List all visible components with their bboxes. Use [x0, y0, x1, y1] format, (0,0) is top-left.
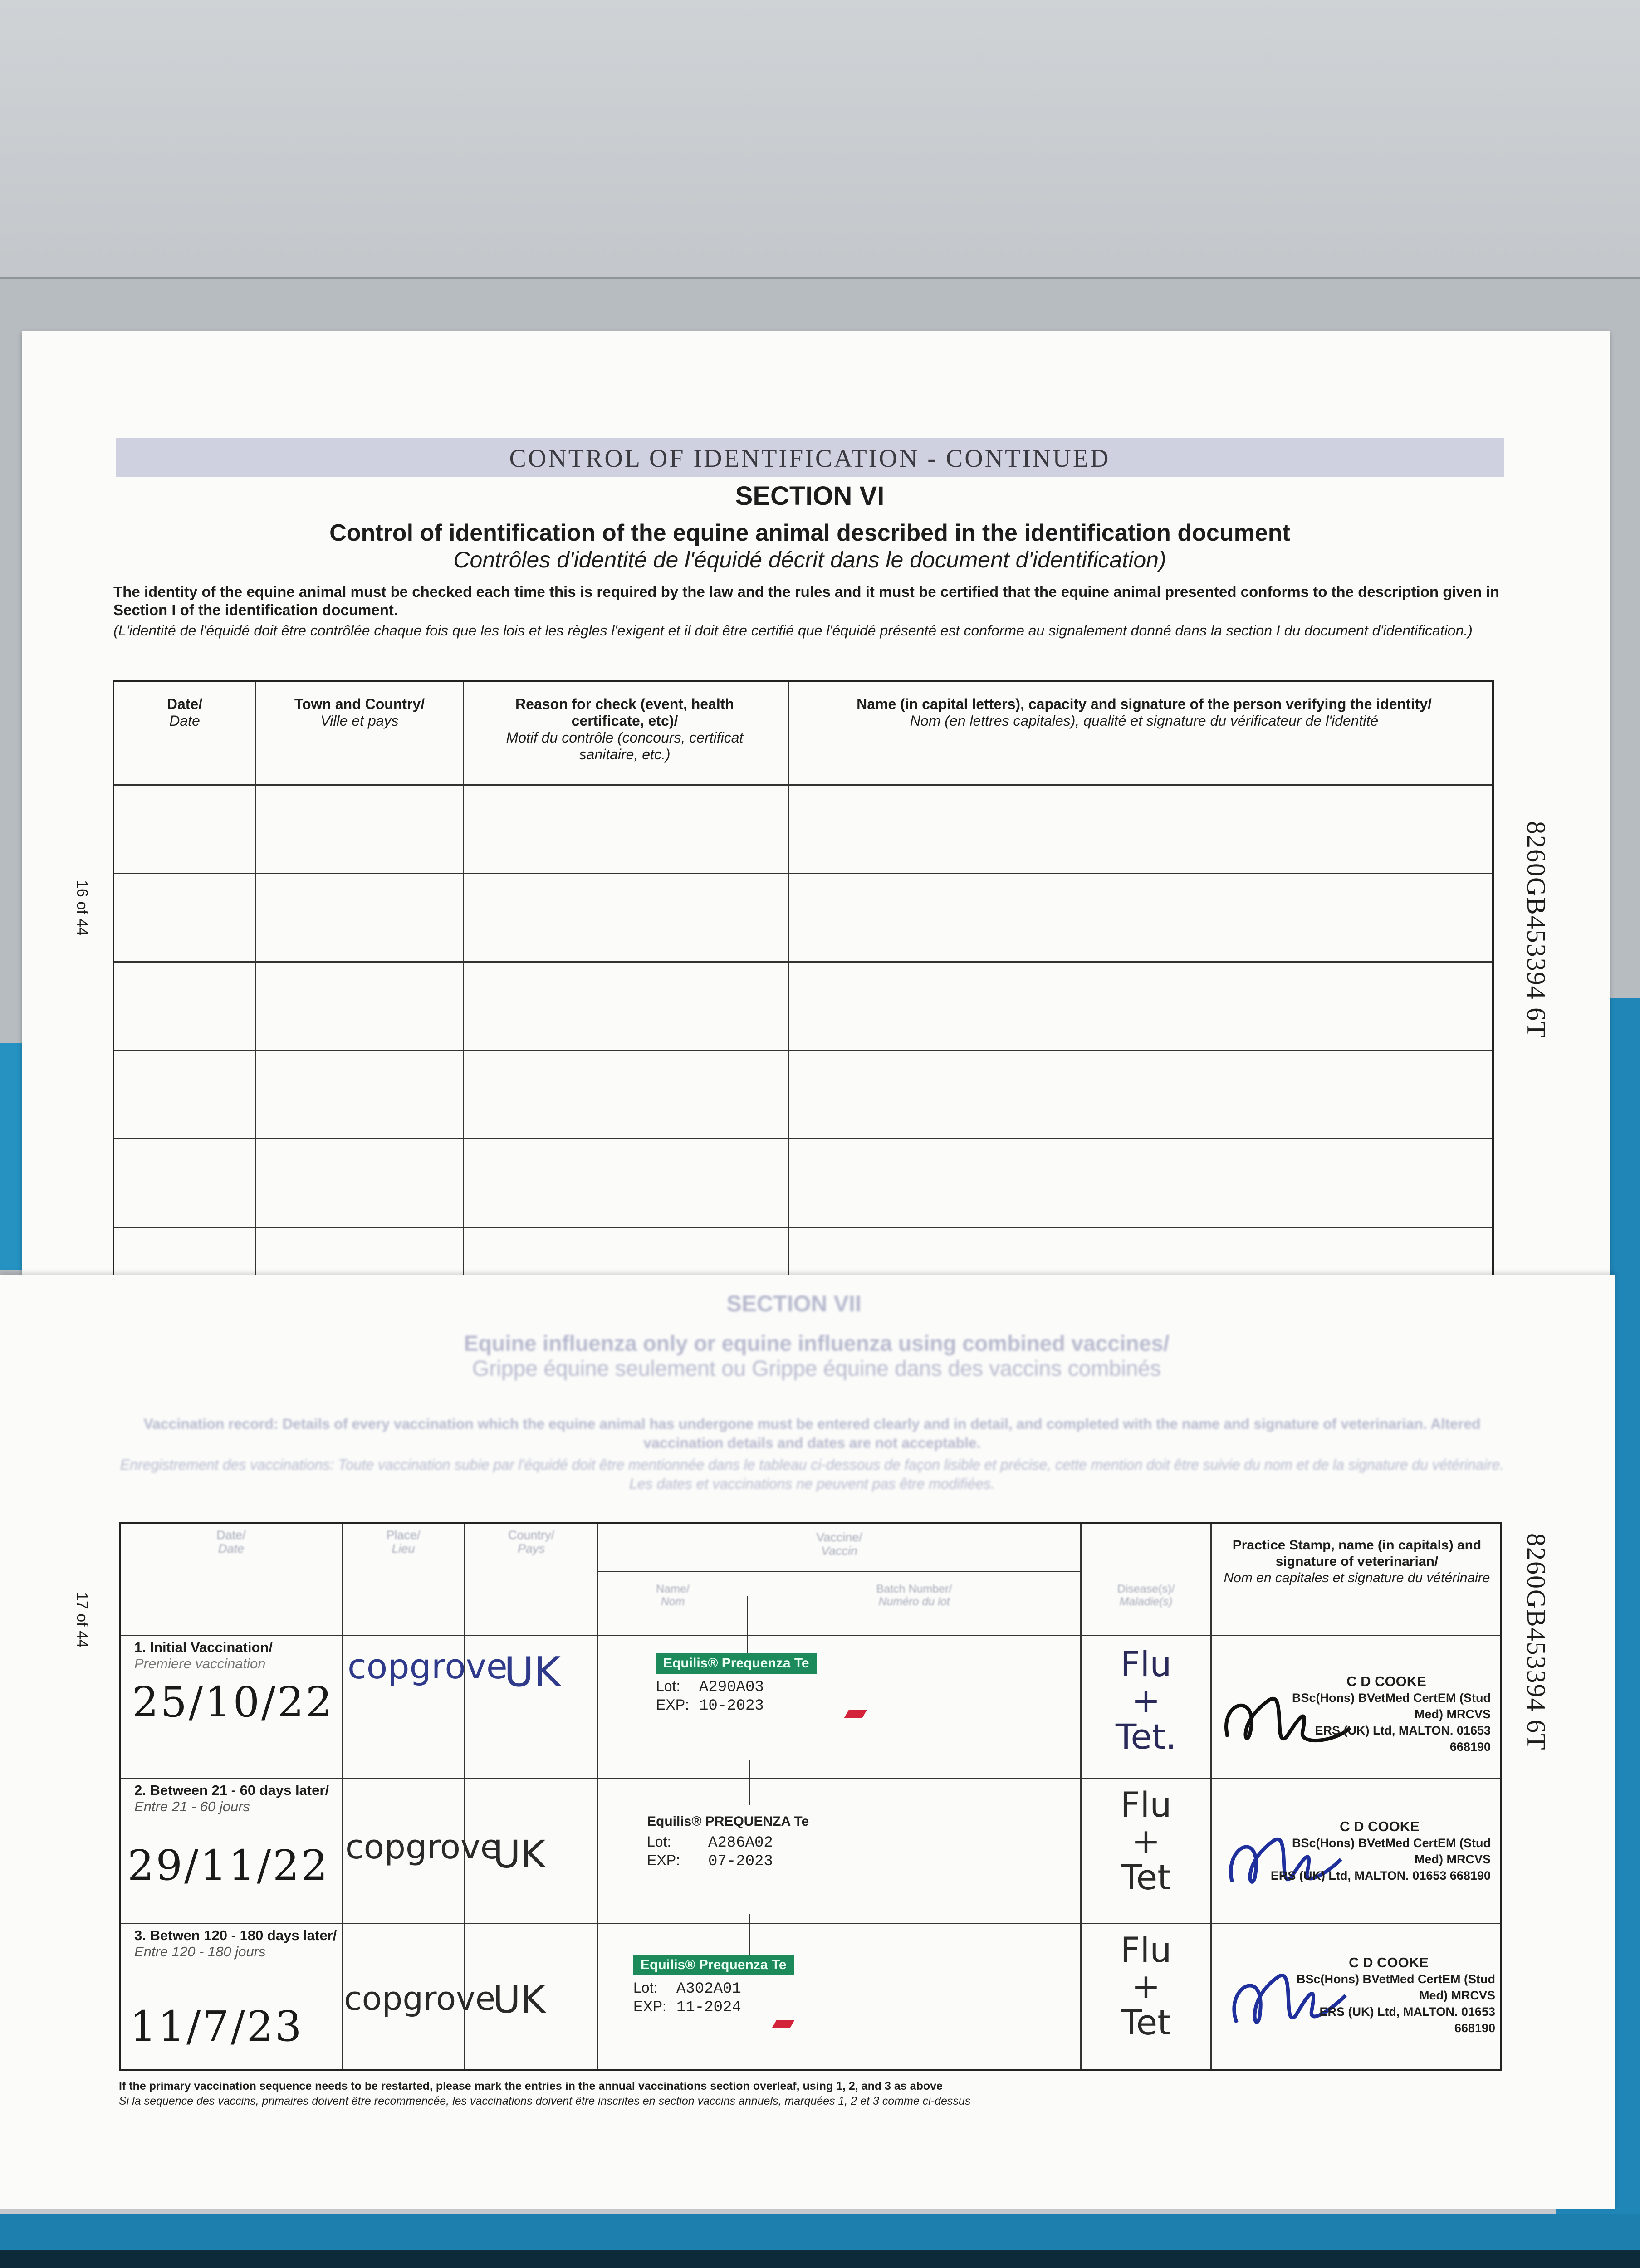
passport-id: 8260GB453394 6T: [1522, 821, 1551, 1039]
col-vaccine-header: Vaccine/ Vaccin: [816, 1530, 862, 1558]
row-3-vet-stamp: C D COOKE BSc(Hons) BVetMed CertEM (Stud Med) MRCVS ERS (UK) Ltd, MALTON. 01653 668190: [1296, 1955, 1495, 2035]
row-1-vaccine-sticker: Equilis® Prequenza Te Lot: A290A03 EXP: 10-2023: [656, 1653, 817, 1715]
row-2-label: 2. Between 21 - 60 days later/ Entre 21 - 60 jours: [134, 1782, 329, 1814]
row-3-vaccine-sticker: Equilis® Prequenza Te Lot: A302A01 EXP: 11-2024: [633, 1955, 794, 2016]
row-1-label: 1. Initial Vaccination/ Premiere vaccination: [134, 1639, 273, 1672]
row-3-place: copgrove: [344, 1980, 496, 2018]
scanner-edge: [0, 2250, 1640, 2268]
col-batch-header: Batch Number/ Numéro du lot: [876, 1583, 952, 1608]
section-title-fr: Contrôles d'identité de l'équidé décrit dans le document d'identification): [453, 547, 1166, 572]
col-stamp-header: Practice Stamp, name (in capitals) and signature of veterinarian/ Nom en capitales et signature du vétérinaire: [1224, 1538, 1490, 1585]
row-2-place: copgrove: [345, 1828, 501, 1867]
row-1-disease: Flu + Tet.: [1115, 1644, 1177, 1757]
section-title-fr: Grippe équine seulement ou Grippe équine dans des vaccins combinés: [472, 1357, 1161, 1381]
row-1-country: UK: [504, 1648, 561, 1696]
page-number: 16 of 44: [73, 880, 91, 936]
identity-check-table: [113, 680, 1494, 1288]
row-2-vet-stamp: C D COOKE BSc(Hons) BVetMed CertEM (Stud Med) MRCVS ERS (UK) Ltd, MALTON. 01653 668190: [1270, 1818, 1491, 1882]
band-heading: CONTROL OF IDENTIFICATION - CONTINUED: [509, 445, 1111, 473]
section-title-en: Control of identification of the equine animal described in the identification document: [329, 520, 1290, 546]
row-1-date: 25/10/22: [132, 1678, 334, 1726]
section-title: SECTION VII: [726, 1291, 862, 1316]
row-2-disease: Flu + Tet: [1120, 1784, 1172, 1897]
col-place-header: Place/ Lieu: [386, 1528, 421, 1555]
col-name-header: Name (in capital letters), capacity and signature of the person verifying the identity/ Nom (en lettres capitales), qualité et signature du vérificateur de l'identité: [857, 696, 1432, 729]
footnote-fr: Si la sequence des vaccins, primaires doivent être recommencée, les vaccinations doivent être inscrites en section vaccins annuels, marquées 1, 2 et 3 comme ci-dessus: [119, 2095, 971, 2107]
background: [0, 0, 1640, 290]
passport-id: 8260GB453394 6T: [1522, 1533, 1551, 1751]
intro-fr: Enregistrement des vaccinations: Toute vaccination subie par l'équidé doit être mentionnée dans le tableau ci-dessous de façon lisible et précise, cette mention doit être suivie du nom et de la signature du vétérinaire. Les dates et vaccinations ne peuvent pas être modifiées.: [120, 1457, 1504, 1492]
intro-en: Vaccination record: Details of every vaccination which the equine animal has undergone must be entered clearly and in detail, and completed with the name and signature of veterinarian. Altered vaccination details and dates are not acceptable.: [143, 1416, 1481, 1451]
intro-en: The identity of the equine animal must be checked each time this is required by the law and the rules and it must be certified that the equine animal presented conforms to the description given in Section I of the identification document.: [113, 583, 1499, 618]
row-2-country: UK: [493, 1832, 546, 1877]
row-2-date: 29/11/22: [127, 1841, 330, 1890]
row-1-place: copgrove: [348, 1646, 508, 1686]
row-3-label: 3. Betwen 120 - 180 days later/ Entre 120 - 180 jours: [134, 1927, 337, 1960]
page-number: 17 of 44: [73, 1592, 91, 1648]
col-country-header: Country/ Pays: [508, 1528, 555, 1555]
col-disease-header: Disease(s)/ Maladie(s): [1117, 1583, 1175, 1608]
col-date-header: Date/ Date: [166, 696, 203, 729]
intro-fr: (L'identité de l'équidé doit être contrôlée chaque fois que les lois et les règles l'exigent et il doit être certifié que l'équidé présenté est conforme au signalement donné dans la section I du document d'identification.): [113, 622, 1473, 639]
col-town-header: Town and Country/ Ville et pays: [294, 696, 425, 729]
row-3-disease: Flu + Tet: [1120, 1930, 1172, 2043]
passport-cover-bottom: [0, 2214, 1640, 2250]
row-1-vet-stamp: C D COOKE BSc(Hons) BVetMed CertEM (Stud Med) MRCVS ERS (UK) Ltd, MALTON. 01653 668190: [1292, 1673, 1491, 1754]
row-3-country: UK: [493, 1977, 546, 2022]
row-2-vaccine-sticker: Equilis® PREQUENZA Te Lot: A286A02 EXP: 07-2023: [647, 1814, 809, 1870]
row-3-date: 11/7/23: [130, 2002, 304, 2051]
footnote-en: If the primary vaccination sequence needs to be restarted, please mark the entries in the annual vaccinations section overleaf, using 1, 2, and 3 as above: [119, 2080, 943, 2092]
section-title: SECTION VI: [735, 481, 885, 511]
col-vaccine-name-header: Name/ Nom: [656, 1583, 690, 1608]
vaccination-table: [119, 1522, 1502, 2071]
section-title-en: Equine influenza only or equine influenza using combined vaccines/: [464, 1332, 1170, 1356]
col-reason-header: Reason for check (event, health certificate, etc)/ Motif du contrôle (concours, certificat sanitaire, etc.): [506, 696, 744, 763]
col-date-header: Date/ Date: [216, 1528, 246, 1555]
